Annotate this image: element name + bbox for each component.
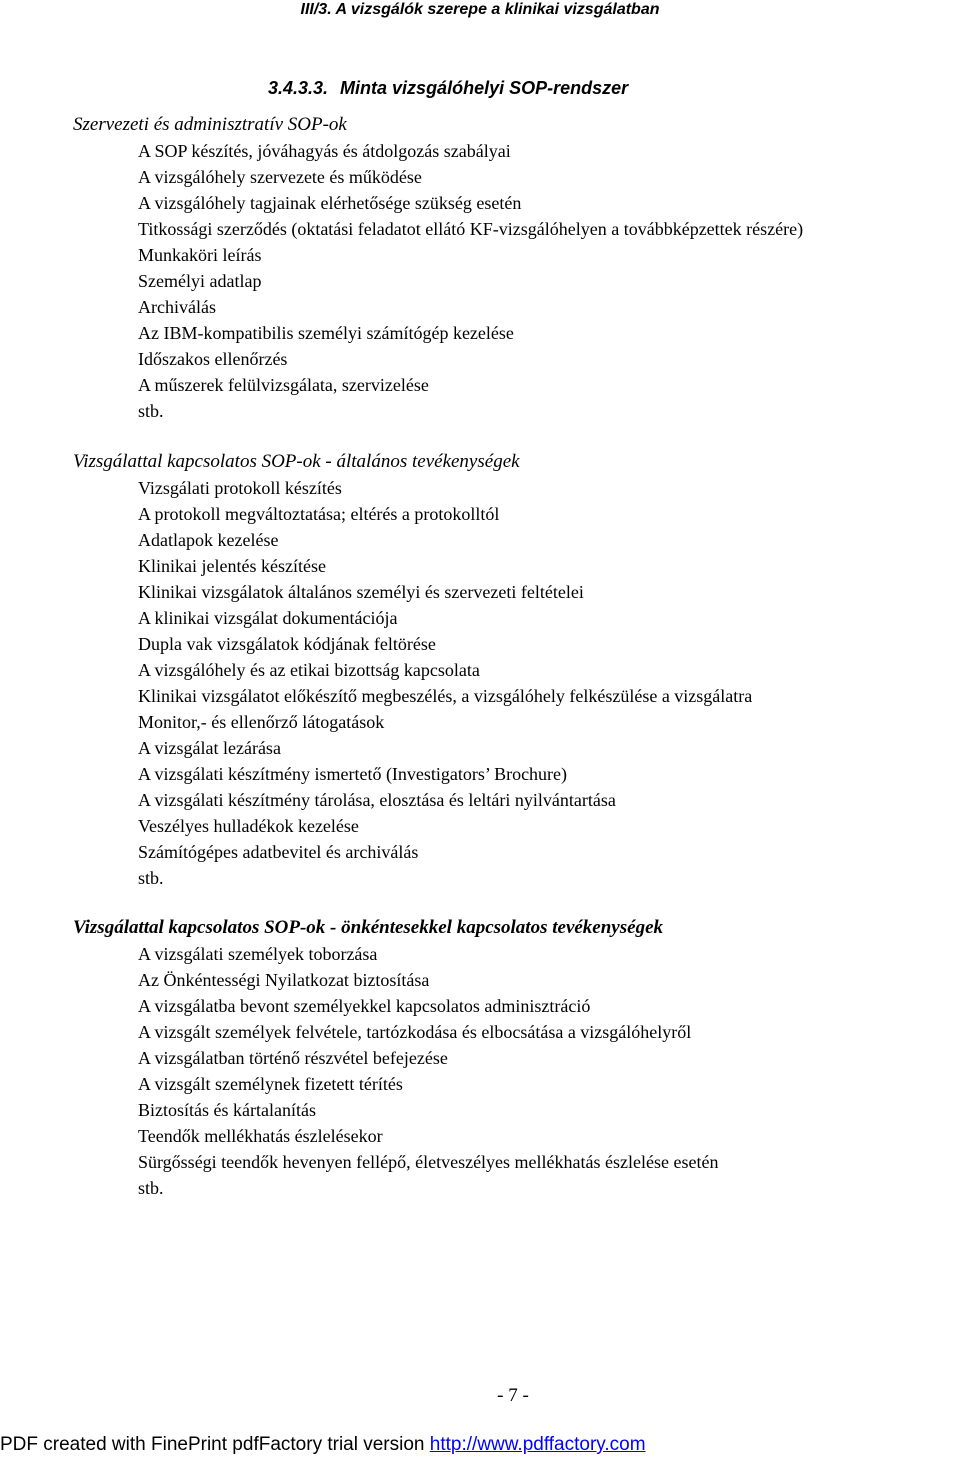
group-title: Szervezeti és adminisztratív SOP-ok: [73, 114, 347, 135]
group-title: Vizsgálattal kapcsolatos SOP-ok - önkéntesekkel kapcsolatos tevékenységek: [73, 917, 664, 938]
list-item: stb.: [138, 1178, 164, 1198]
list-item: Klinikai vizsgálatok általános személyi és szervezeti feltételei: [138, 582, 584, 602]
list-item: Titkossági szerződés (oktatási feladatot ellátó KF-vizsgálóhelyen a továbbképzettek részére): [138, 219, 804, 239]
list-item: Az Önkéntességi Nyilatkozat biztosítása: [138, 970, 430, 990]
list-item: A vizsgált személynek fizetett térítés: [138, 1074, 403, 1094]
list-item: A klinikai vizsgálat dokumentációja: [138, 608, 398, 628]
list-item: A vizsgálat lezárása: [138, 738, 281, 758]
sop-group-volunteer-activities: [73, 915, 718, 1201]
list-item: A vizsgálóhely és az etikai bizottság kapcsolata: [138, 660, 480, 680]
list-item: Veszélyes hulladékok kezelése: [138, 816, 359, 836]
list-item: Számítógépes adatbevitel és archiválás: [138, 842, 419, 862]
list-item: Teendők mellékhatás észlelésekor: [138, 1126, 383, 1146]
sop-group-administrative: [73, 112, 803, 424]
list-item: Időszakos ellenőrzés: [138, 349, 288, 369]
list-item: Biztosítás és kártalanítás: [138, 1100, 316, 1120]
list-item: A vizsgálati készítmény ismertető (Investigators’ Brochure): [138, 764, 568, 784]
section-heading: [268, 76, 628, 100]
list-item: Dupla vak vizsgálatok kódjának feltörése: [138, 634, 436, 654]
list-item: A vizsgálatban történő részvétel befejezése: [138, 1048, 448, 1068]
list-item: Vizsgálati protokoll készítés: [138, 478, 342, 498]
list-item: Sürgősségi teendők hevenyen fellépő, életveszélyes mellékhatás észlelése esetén: [138, 1152, 719, 1172]
list-item: A vizsgálóhely szervezete és működése: [138, 167, 422, 187]
list-item: A vizsgálati készítmény tárolása, elosztása és leltári nyilvántartása: [138, 790, 616, 810]
sop-group-general-activities: [73, 449, 752, 891]
section-number: 3.4.3.3.: [268, 78, 329, 98]
pdf-footer: [0, 1433, 646, 1457]
list-item: Munkaköri leírás: [138, 245, 262, 265]
sop-list: [73, 138, 803, 424]
list-item: A SOP készítés, jóváhagyás és átdolgozás szabályai: [138, 141, 511, 161]
list-item: stb.: [138, 868, 164, 888]
sop-list: [73, 475, 752, 891]
list-item: A műszerek felülvizsgálata, szervizelése: [138, 375, 429, 395]
list-item: A vizsgálati személyek toborzása: [138, 944, 378, 964]
list-item: A vizsgálatba bevont személyekkel kapcsolatos adminisztráció: [138, 996, 591, 1016]
footer-link[interactable]: http://www.pdffactory.com: [429, 1434, 646, 1455]
running-header: III/3. A vizsgálók szerepe a klinikai vizsgálatban: [300, 1, 660, 18]
list-item: A vizsgált személyek felvétele, tartózkodása és elbocsátása a vizsgálóhelyről: [138, 1022, 692, 1042]
list-item: Klinikai vizsgálatot előkészítő megbeszélés, a vizsgálóhely felkészülése a vizsgálatra: [138, 686, 753, 706]
list-item: stb.: [138, 401, 164, 421]
list-item: Archiválás: [138, 297, 216, 317]
list-item: Monitor,- és ellenőrző látogatások: [138, 712, 385, 732]
list-item: Személyi adatlap: [138, 271, 262, 291]
list-item: A protokoll megváltoztatása; eltérés a protokolltól: [138, 504, 500, 524]
list-item: Az IBM-kompatibilis személyi számítógép kezelése: [138, 323, 514, 343]
page-number: - 7 -: [497, 1385, 529, 1406]
footer-text: PDF created with FinePrint pdfFactory trial version: [0, 1434, 430, 1455]
sop-list: [73, 941, 718, 1201]
list-item: A vizsgálóhely tagjainak elérhetősége szükség esetén: [138, 193, 522, 213]
list-item: Klinikai jelentés készítése: [138, 556, 326, 576]
list-item: Adatlapok kezelése: [138, 530, 279, 550]
group-title: Vizsgálattal kapcsolatos SOP-ok - általános tevékenységek: [73, 451, 520, 472]
section-title: Minta vizsgálóhelyi SOP-rendszer: [340, 78, 629, 98]
